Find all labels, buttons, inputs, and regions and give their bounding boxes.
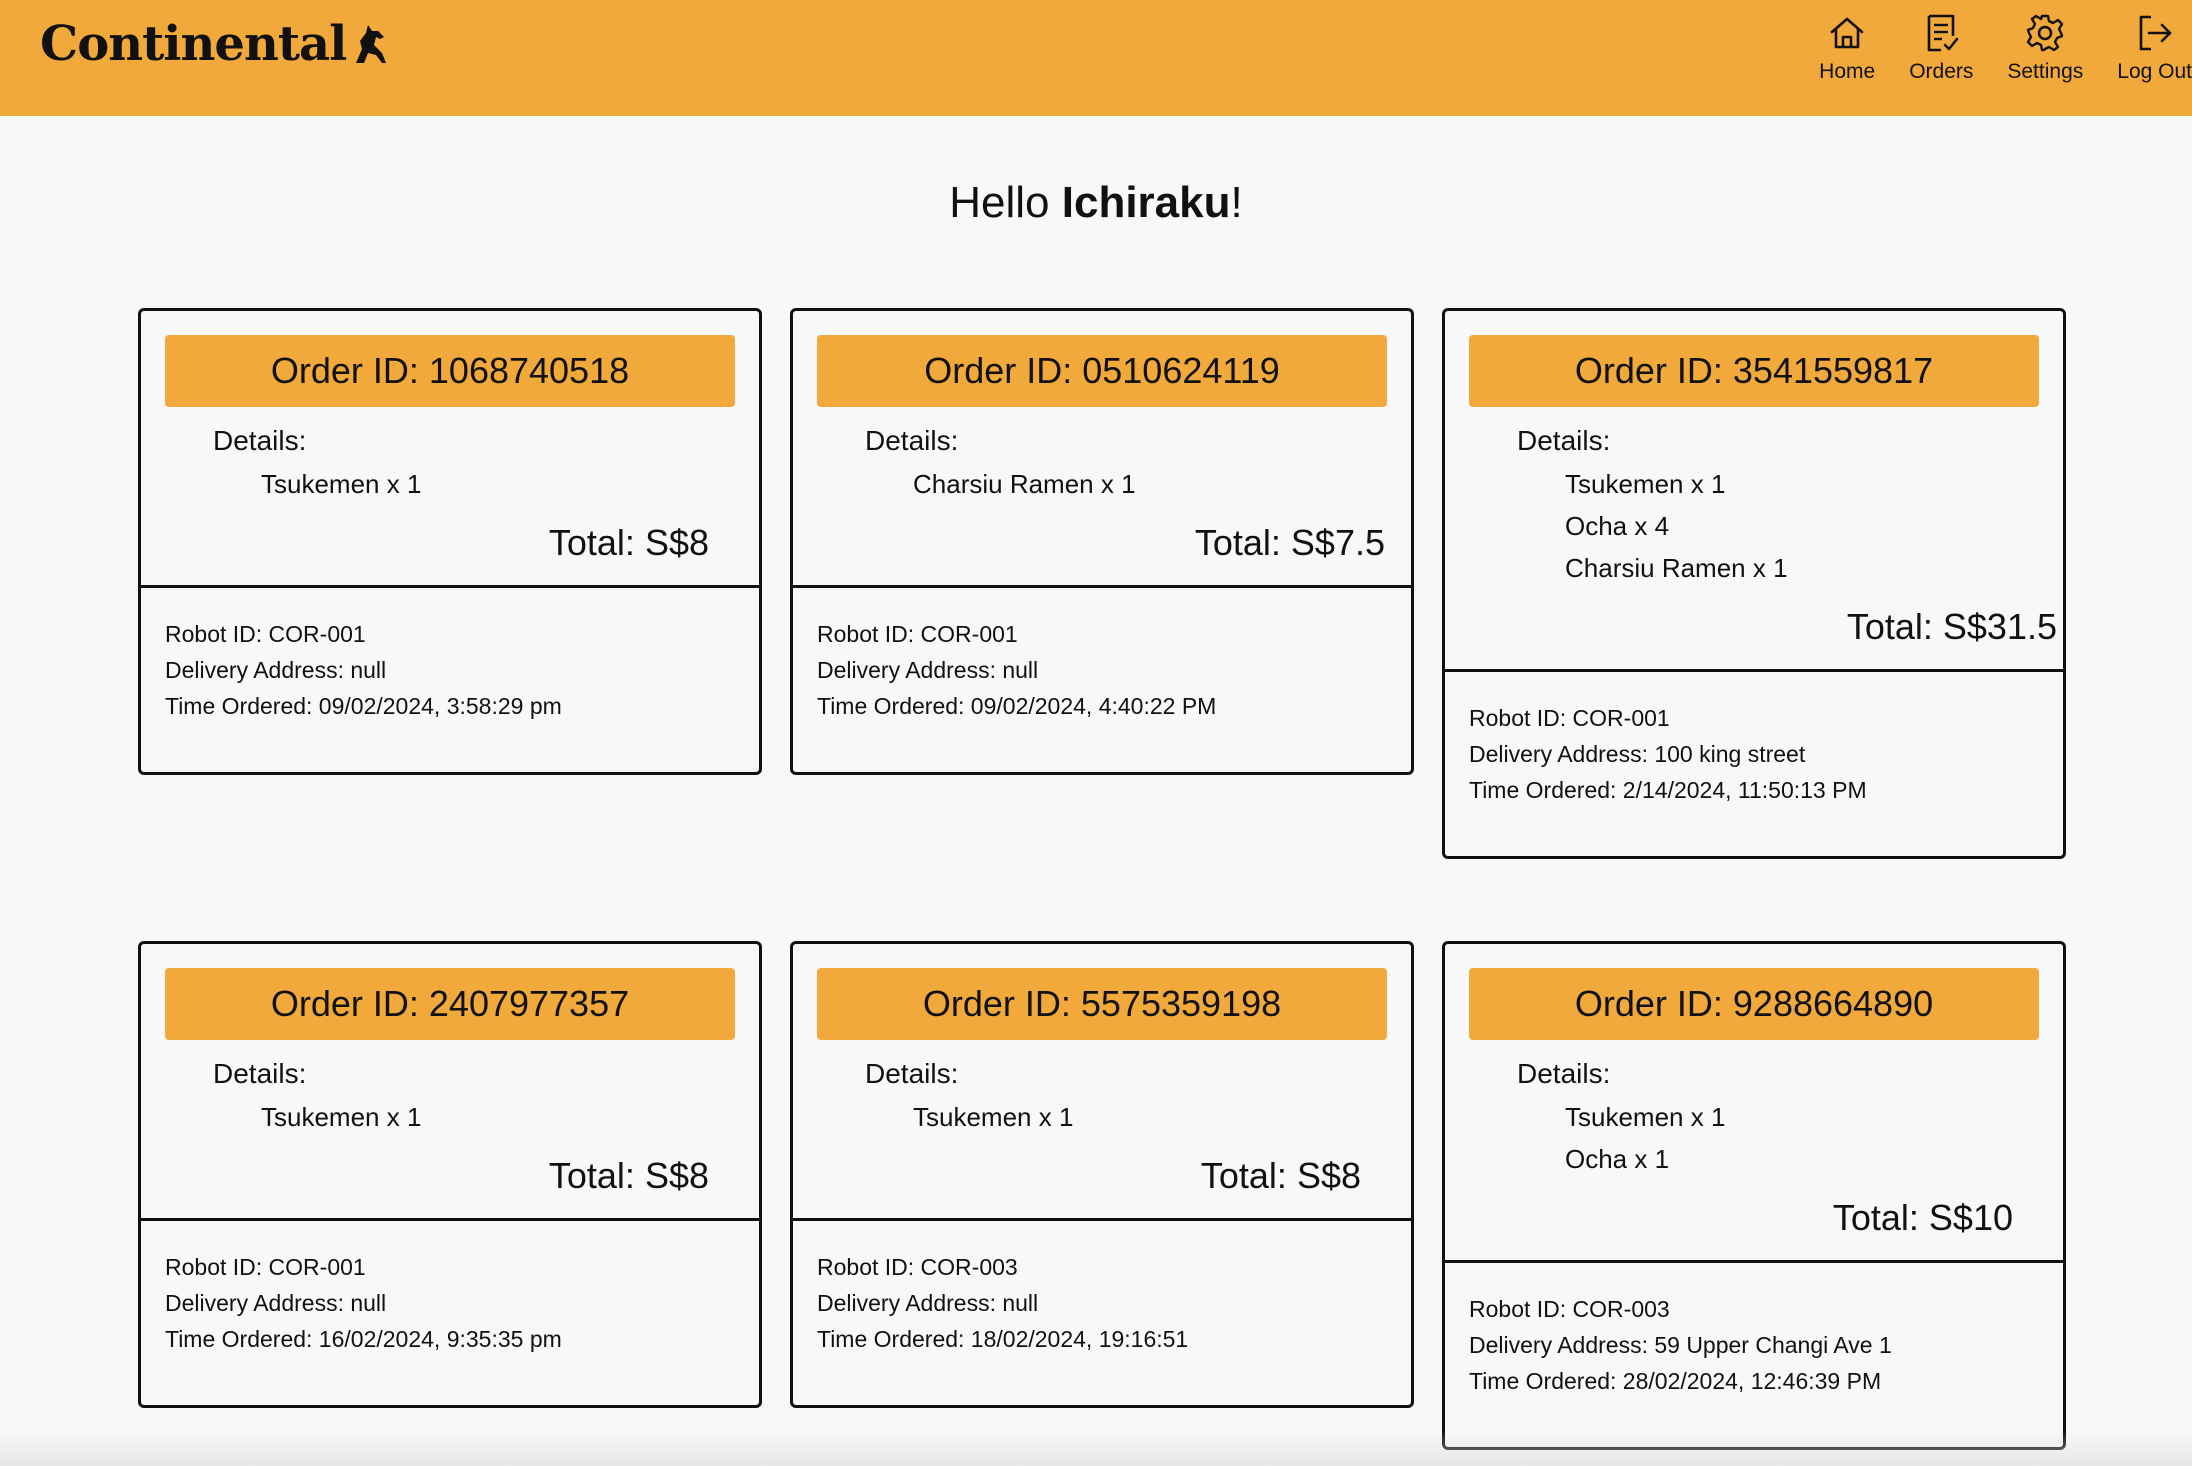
details-label: Details: [865,1058,959,1089]
order-item: Tsukemen x 1 [1565,1102,1726,1132]
order-item: Tsukemen x 1 [261,1102,422,1132]
order-items [913,1096,1411,1138]
delivery-address: Delivery Address: 100 king street [1469,741,1806,767]
brand-logo[interactable] [40,14,390,74]
order-meta [141,588,759,772]
order-items [913,463,1411,505]
order-total: Total: S$8 [1200,1155,1361,1196]
delivery-address: Delivery Address: null [165,657,387,683]
order-card[interactable] [790,308,1414,775]
greeting-suffix: ! [1230,178,1243,227]
delivery-address: Delivery Address: null [817,657,1039,683]
order-id-header: Order ID: 2407977357 [165,968,735,1040]
order-id-header: Order ID: 9288664890 [1469,968,2039,1040]
order-item: Tsukemen x 1 [913,1102,1074,1132]
nav-home[interactable] [1819,12,1875,84]
nav-logout[interactable] [2117,12,2192,84]
order-card[interactable] [138,308,762,775]
order-items [1565,1096,2063,1180]
greeting-prefix: Hello [949,178,1062,227]
order-items [1565,463,2063,589]
order-total: Total: S$10 [1832,1197,2013,1238]
nav-settings-label: Settings [2007,60,2084,83]
nav-settings[interactable] [2007,12,2083,84]
nav-home-label: Home [1819,60,1876,83]
nav-orders-label: Orders [1909,60,1974,83]
order-total: Total: S$7.5 [1194,522,1385,563]
order-card[interactable] [1442,941,2066,1450]
order-card[interactable] [790,941,1414,1408]
greeting-username: Ichiraku [1061,178,1231,227]
delivery-address: Delivery Address: null [165,1290,387,1316]
details-label: Details: [865,425,959,456]
order-meta [1445,1263,2063,1447]
time-ordered: Time Ordered: 09/02/2024, 3:58:29 pm [165,693,562,719]
order-item: Tsukemen x 1 [1565,469,1726,499]
nav-menu [1785,12,2192,84]
details-label: Details: [213,1058,307,1089]
order-total: Total: S$31.5 [1846,606,2057,647]
order-meta [1445,672,2063,856]
order-item: Ocha x 4 [1565,511,1670,541]
home-icon [1826,12,1868,54]
order-card[interactable] [1442,308,2066,859]
orders-icon [1920,12,1962,54]
robot-id: Robot ID: COR-001 [165,621,366,647]
logout-icon [2134,12,2176,54]
bottom-shadow [0,1430,2192,1466]
details-label: Details: [1517,425,1611,456]
order-items [261,1096,759,1138]
order-total: Total: S$8 [548,1155,709,1196]
order-item: Tsukemen x 1 [261,469,422,499]
nav-logout-label: Log Out [2117,60,2192,83]
order-id-header: Order ID: 1068740518 [165,335,735,407]
robot-id: Robot ID: COR-003 [1469,1296,1670,1322]
order-card[interactable] [138,941,762,1408]
gear-icon [2024,12,2066,54]
robot-id: Robot ID: COR-001 [817,621,1018,647]
order-meta [793,588,1411,772]
nav-orders[interactable] [1909,12,1973,84]
order-id-header: Order ID: 3541559817 [1469,335,2039,407]
time-ordered: Time Ordered: 28/02/2024, 12:46:39 PM [1469,1368,1882,1394]
horse-logo-icon [352,23,390,65]
order-id-header: Order ID: 0510624119 [817,335,1387,407]
top-navbar [0,0,2192,116]
order-total: Total: S$8 [548,522,709,563]
order-item: Charsiu Ramen x 1 [913,469,1136,499]
time-ordered: Time Ordered: 2/14/2024, 11:50:13 PM [1469,777,1867,803]
details-label: Details: [213,425,307,456]
delivery-address: Delivery Address: null [817,1290,1039,1316]
robot-id: Robot ID: COR-001 [165,1254,366,1280]
time-ordered: Time Ordered: 09/02/2024, 4:40:22 PM [817,693,1217,719]
time-ordered: Time Ordered: 18/02/2024, 19:16:51 [817,1326,1189,1352]
brand-name: Continental [40,16,347,72]
order-item: Ocha x 1 [1565,1144,1670,1174]
order-meta [793,1221,1411,1405]
time-ordered: Time Ordered: 16/02/2024, 9:35:35 pm [165,1326,562,1352]
order-id-header: Order ID: 5575359198 [817,968,1387,1040]
order-meta [141,1221,759,1405]
robot-id: Robot ID: COR-001 [1469,705,1670,731]
delivery-address: Delivery Address: 59 Upper Changi Ave 1 [1469,1332,1892,1358]
page-greeting [0,178,2192,228]
details-label: Details: [1517,1058,1611,1089]
order-item: Charsiu Ramen x 1 [1565,553,1788,583]
robot-id: Robot ID: COR-003 [817,1254,1018,1280]
order-items [261,463,759,505]
